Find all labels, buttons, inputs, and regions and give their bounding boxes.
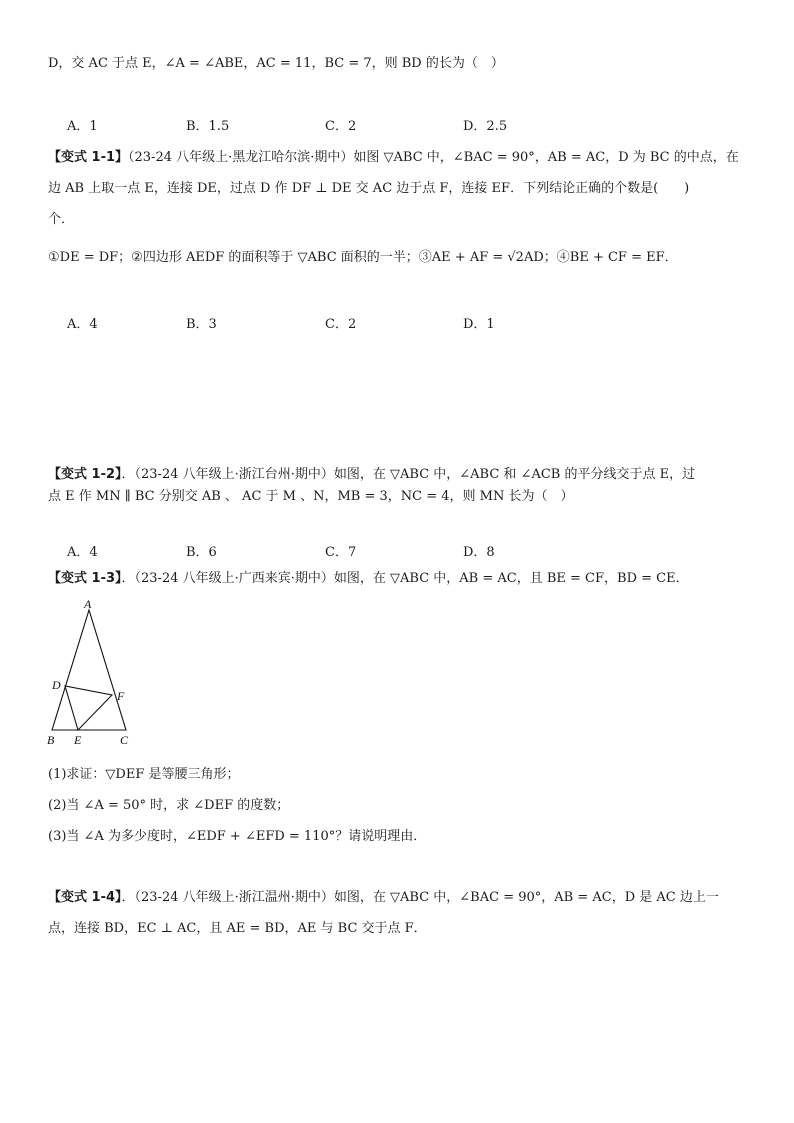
variant-1-1-option-d: D．1	[463, 317, 495, 332]
variant-1-1-option-c: C．2	[325, 317, 357, 332]
variant-1-1-line1	[48, 149, 739, 167]
variant-1-4-line1	[48, 889, 719, 907]
label-c: C	[120, 733, 129, 747]
triangle-figure	[44, 596, 144, 748]
variant-1-1-text1: （23-24 八年级上·黑龙江哈尔滨·期中）如图 ▽ABC 中，∠BAC = 90°，AB = AC，D 为 BC 的中点，在	[128, 150, 739, 165]
variant-1-2-option-c: C．7	[325, 545, 357, 560]
label-f: F	[117, 689, 125, 703]
variant-1-3-sub3: (3)当 ∠A 为多少度时，∠EDF + ∠EFD = 110°？请说明理由．	[48, 829, 427, 844]
q1-stem-tail: D，交 AC 于点 E，∠A = ∠ABE，AC = 11，BC = 7，则 BD 的长为（ ）	[48, 56, 504, 71]
variant-1-3-text1: ．（23-24 八年级上·广西来宾·期中）如图，在 ▽ABC 中，AB = AC，且 BE = CF，BD = CE．	[121, 571, 689, 586]
label-e: E	[74, 733, 82, 747]
variant-1-1-option-a: A．4	[67, 317, 98, 332]
variant-1-1-statements: ①DE = DF；②四边形 AEDF 的面积等于 ▽ABC 面积的一半；③AE + AF = √2AD；④BE + CF = EF．	[48, 250, 678, 265]
variant-1-2-option-a: A．4	[67, 545, 98, 560]
variant-1-1-option-b: B．3	[186, 317, 217, 332]
label-b: B	[47, 733, 55, 747]
triangle-diagram	[44, 596, 144, 748]
variant-1-2-text1: ．（23-24 八年级上·浙江台州·期中）如图，在 ▽ABC 中，∠ABC 和 ∠ACB 的平分线交于点 E，过	[121, 467, 696, 482]
variant-1-2-option-b: B．6	[186, 545, 217, 560]
triangle-def	[65, 686, 112, 730]
variant-1-3-line1	[48, 570, 689, 588]
variant-1-4-text1: ．（23-24 八年级上·浙江温州·期中）如图，在 ▽ABC 中，∠BAC = 90°，AB = AC，D 是 AC 边上一	[121, 890, 719, 905]
triangle-abc	[52, 610, 126, 730]
q1-option-a: A．1	[67, 119, 98, 134]
variant-1-3-sub1: (1)求证：▽DEF 是等腰三角形；	[48, 767, 240, 782]
variant-1-2-line1	[48, 466, 695, 484]
variant-1-1-line2: 边 AB 上取一点 E，连接 DE，过点 D 作 DF ⊥ DE 交 AC 边于点 F，连接 EF．下列结论正确的个数是( )	[48, 181, 690, 196]
variant-1-3-tag: 【变式 1-3】	[48, 571, 122, 586]
variant-1-2-option-d: D．8	[463, 545, 495, 560]
q1-option-b: B．1.5	[186, 119, 230, 134]
variant-1-2-line2: 点 E 作 MN ∥ BC 分别交 AB 、 AC 于 M 、N，MB = 3，NC = 4，则 MN 长为（ ）	[48, 489, 574, 504]
variant-1-4-line2: 点，连接 BD，EC ⊥ AC，且 AE = BD，AE 与 BC 交于点 F．	[48, 921, 427, 936]
q1-option-d: D．2.5	[463, 119, 508, 134]
variant-1-1-tag: 【变式 1-1】	[48, 150, 129, 165]
variant-1-3-sub2: (2)当 ∠A = 50° 时，求 ∠DEF 的度数；	[48, 798, 290, 813]
q1-option-c: C．2	[325, 119, 357, 134]
variant-1-4-tag: 【变式 1-4】	[48, 890, 122, 905]
variant-1-1-line3: 个．	[48, 212, 75, 227]
variant-1-2-tag: 【变式 1-2】	[48, 467, 122, 482]
label-a: A	[84, 597, 92, 611]
label-d: D	[52, 678, 61, 692]
